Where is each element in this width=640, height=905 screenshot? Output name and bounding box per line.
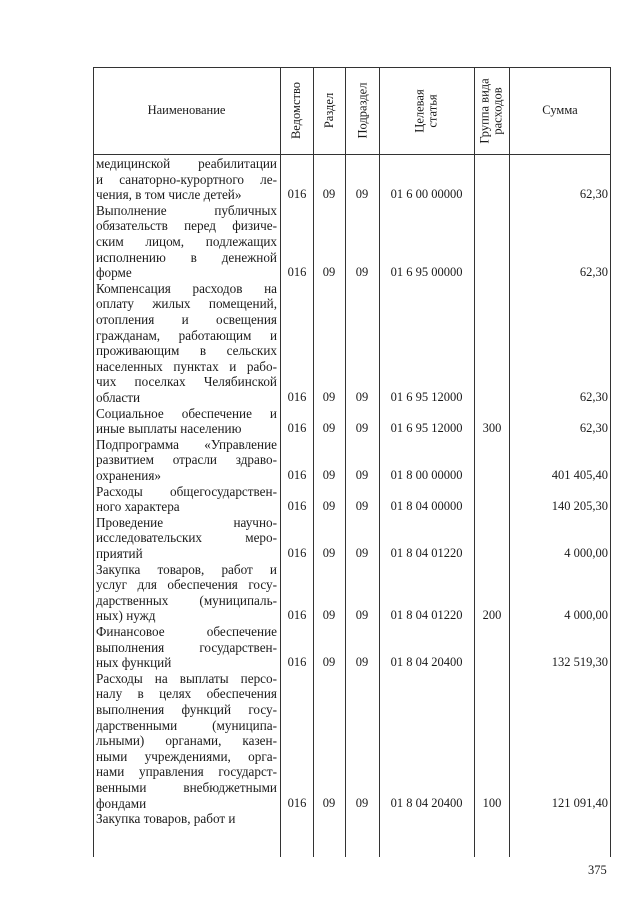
header-summa: Сумма [542,103,578,117]
row-name-line: гражданам, работающим и [96,327,277,343]
cell-celevaya-statya: 01 8 04 01220 [390,546,463,560]
cell-summa: 62,30 [579,187,608,202]
cell-podrazdel: 09 [355,608,369,623]
cell-summa: 62,30 [579,265,608,280]
row-name [96,515,277,562]
header-gruppa-vida-rashodov: Группа вида расходов [478,77,506,144]
cell-podrazdel: 09 [355,468,369,482]
cell-vedomstvo: 016 [287,187,307,202]
cell-vedomstvo: 016 [287,546,307,560]
row-name-line: оплату жилых помещений, [96,296,277,312]
row-name [96,281,277,406]
cell-celevaya-statya: 01 6 95 00000 [390,265,463,280]
cell-summa: 4 000,00 [564,546,608,560]
row-name-line: льными) органами, казен- [96,733,277,749]
cell-celevaya-statya: 01 8 04 00000 [390,499,463,514]
row-name-line: выполнения государствен- [96,639,277,655]
cell-podrazdel: 09 [355,499,369,514]
header-vedomstvo: Ведомство [289,81,304,140]
row-name-line: форме [96,265,132,281]
header-celevaya-statya: Целевая статья [413,88,440,133]
cell-vedomstvo: 016 [287,795,307,810]
row-name-line: венными внебюджетными [96,779,277,795]
row-name-line: ного характера [96,499,180,515]
row-name [96,406,277,437]
row-name-line: ных) нужд [96,608,156,624]
cell-celevaya-statya: 01 6 95 12000 [390,390,463,404]
cell-razdel: 09 [322,546,336,560]
row-name-line: Финансовое обеспечение [96,624,277,639]
cell-summa: 62,30 [579,390,608,404]
grid-line [93,154,611,155]
cell-vedomstvo: 016 [287,608,307,623]
cell-razdel: 09 [322,655,336,670]
cell-razdel: 09 [322,795,336,810]
grid-line [345,67,346,857]
cell-razdel: 09 [322,499,336,514]
cell-summa: 140 205,30 [551,499,608,514]
cell-podrazdel: 09 [355,421,369,436]
header-name: Наименование [147,103,226,117]
row-name-line: ными учреждениями, орга- [96,748,277,764]
row-name-line: дарственными (муниципа- [96,717,277,733]
row-name-line: чих поселках Челябинской [96,374,277,390]
row-name-line: Компенсация расходов на [96,280,277,296]
row-name-line: охранения» [96,467,161,483]
row-name-line: дарственных (муниципаль- [96,592,277,608]
cell-celevaya-statya: 01 6 95 12000 [390,421,463,436]
row-name-line: фондами [96,795,147,811]
cell-gruppa-vida: 100 [482,795,502,810]
cell-podrazdel: 09 [355,655,369,670]
row-name [96,624,277,671]
cell-podrazdel: 09 [355,795,369,810]
row-name-line: отопления и освещения [96,311,277,327]
grid-line [379,67,380,857]
row-name-line: ных функций [96,655,172,671]
cell-vedomstvo: 016 [287,499,307,514]
cell-vedomstvo: 016 [287,265,307,280]
header-razdel: Раздел [322,92,337,129]
cell-summa: 62,30 [579,421,608,436]
cell-celevaya-statya: 01 8 04 20400 [390,655,463,670]
row-name-line: чения, в том числе детей» [96,187,242,203]
cell-razdel: 09 [322,468,336,482]
row-name-line: Выполнение публичных [96,202,277,218]
page-number: 375 [588,863,607,877]
cell-podrazdel: 09 [355,187,369,202]
grid-line [313,67,314,857]
cell-razdel: 09 [322,187,336,202]
cell-vedomstvo: 016 [287,390,307,404]
cell-gruppa-vida: 300 [482,421,502,436]
row-name-line: Расходы общегосударствен- [96,483,277,499]
row-name [96,671,277,811]
row-name-line: исследовательских меро- [96,530,277,546]
cell-razdel: 09 [322,265,336,280]
cell-gruppa-vida: 200 [482,608,502,623]
row-name-line: ским лицом, подлежащих [96,233,277,249]
row-name-line: Закупка товаров, работ и [96,811,236,827]
cell-summa: 132 519,30 [551,655,608,670]
cell-summa: 4 000,00 [564,608,608,623]
cell-razdel: 09 [322,421,336,436]
cell-celevaya-statya: 01 8 00 00000 [390,468,463,482]
row-name [96,811,277,827]
row-name-line: области [96,389,141,405]
row-name [96,156,277,203]
grid-line [280,67,281,857]
cell-vedomstvo: 016 [287,655,307,670]
cell-vedomstvo: 016 [287,421,307,436]
row-name-line: Проведение научно- [96,514,277,530]
row-name-line: Закупка товаров, работ и [96,561,277,577]
grid-line [474,67,475,857]
cell-razdel: 09 [322,608,336,623]
row-name-line: выполнения функций госу- [96,701,277,717]
row-name-line: Социальное обеспечение и [96,405,277,421]
row-name-line: исполнению в денежной [96,249,277,265]
row-name [96,484,277,515]
row-name-line: нами управления государст- [96,764,277,780]
row-name-line: услуг для обеспечения госу- [96,577,277,593]
cell-celevaya-statya: 01 8 04 20400 [390,795,463,810]
cell-podrazdel: 09 [355,546,369,560]
cell-razdel: 09 [322,390,336,404]
grid-line [93,67,94,857]
row-name-line: приятий [96,545,143,561]
row-name-line: и санаторно-курортного ле- [96,171,277,187]
row-name-line: иные выплаты населению [96,421,242,437]
row-name [96,437,277,484]
cell-celevaya-statya: 01 6 00 00000 [390,187,463,202]
cell-summa: 121 091,40 [551,795,608,810]
grid-line [610,67,611,857]
row-name-line: проживающим в сельских [96,343,277,359]
budget-table [93,67,611,857]
cell-podrazdel: 09 [355,265,369,280]
cell-vedomstvo: 016 [287,468,307,482]
grid-line [509,67,510,857]
row-name-line: медицинской реабилитации [96,156,277,171]
row-name [96,562,277,624]
row-name-line: населенных пунктах и рабо- [96,358,277,374]
cell-podrazdel: 09 [355,390,369,404]
header-podrazdel: Подраздел [355,82,369,139]
cell-summa: 401 405,40 [551,468,608,482]
row-name-line: Расходы на выплаты персо- [96,670,277,686]
row-name [96,203,277,281]
row-name-line: налу в целях обеспечения [96,686,277,702]
row-name-line: Подпрограмма «Управление [96,436,277,452]
cell-celevaya-statya: 01 8 04 01220 [390,608,463,623]
row-name-line: обязательств перед физиче- [96,218,277,234]
row-name-line: развитием отрасли здраво- [96,452,277,468]
